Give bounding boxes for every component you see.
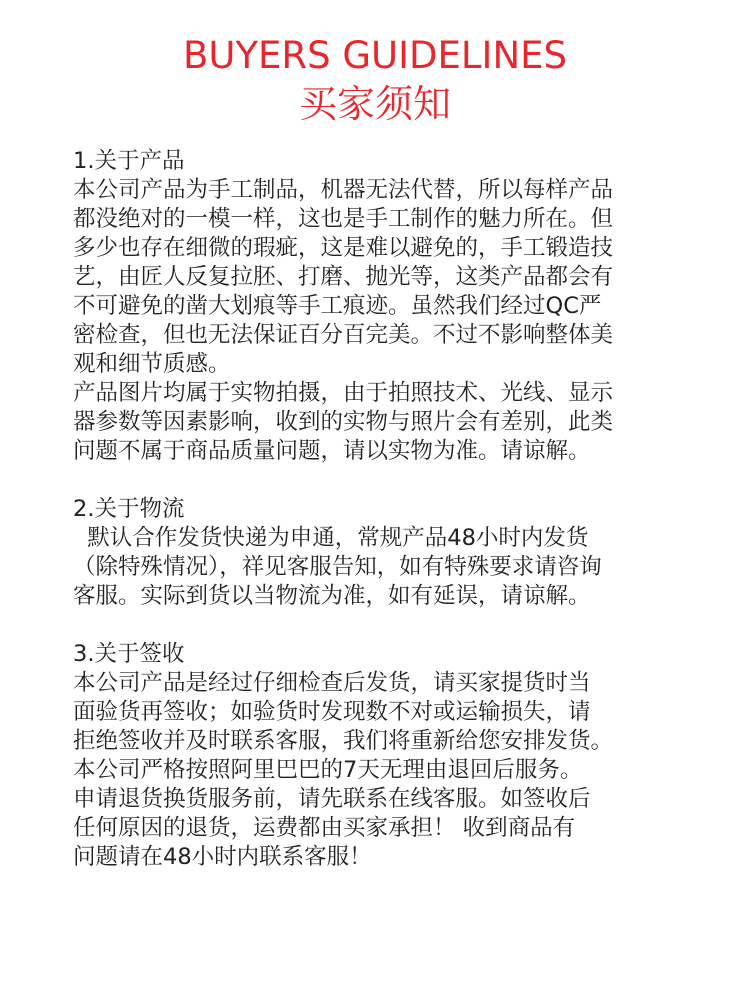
section-signing-line: 问题请在48小时内联系客服！ [73,844,372,870]
section-logistics-line: （除特殊情况），祥见客服告知，如有特殊要求请咨询 [73,554,602,580]
section-logistics-line: 客服。实际到货以当物流为准，如有延误，请谅解。 [73,583,591,609]
section-product-line: 密检查，但也无法保证百分百完美。不过不影响整体美 [73,322,614,348]
section-signing-line: 申请退货换货服务前，请先联系在线客服。如签收后 [73,786,591,812]
section-product [73,147,685,466]
section-signing-line: 本公司产品是经过仔细检查后发货，请买家提货时当 [73,670,591,696]
section-product-line: 观和细节质感。 [73,351,231,377]
page-title-english: BUYERS GUIDELINES [182,34,567,77]
section-product-line: 艺，由匠人反复拉胚、打磨、抛光等，这类产品都会有 [73,264,614,290]
section-product-line: 器参数等因素影响，收到的实物与照片会有差别，此类 [73,409,614,435]
section-product-line: 多少也存在细微的瑕疵，这是难以避免的，手工锻造技 [73,235,614,261]
section-product-line: 都没绝对的一模一样，这也是手工制作的魅力所在。但 [73,206,614,232]
guidelines-content [73,147,685,901]
section-product-line: 问题不属于商品质量问题，请以实物为准。请谅解。 [73,438,591,464]
section-signing [73,640,685,872]
section-signing-line: 拒绝签收并及时联系客服，我们将重新给您安排发货。 [73,728,614,754]
section-heading-product: 1.关于产品 [73,148,185,174]
page-title-chinese: 买家须知 [298,82,451,126]
section-product-line: 本公司产品为手工制品，机器无法代替，所以每样产品 [73,177,614,203]
section-logistics [73,495,685,611]
section-logistics-line: 默认合作发货快递为申通，常规产品48小时内发货 [73,525,589,551]
section-signing-line: 本公司严格按照阿里巴巴的7天无理由退回后服务。 [73,757,583,783]
section-product-line: 不可避免的凿大划痕等手工痕迹。虽然我们经过QC严 [73,293,602,319]
section-signing-line: 面验货再签收；如验货时发现数不对或运输损失，请 [73,699,591,725]
section-heading-logistics: 2.关于物流 [73,496,185,522]
section-signing-line: 任何原因的退货，运费都由买家承担！ 收到商品有 [73,815,576,841]
section-product-line: 产品图片均属于实物拍摄，由于拍照技术、光线、显示 [73,380,614,406]
section-heading-signing: 3.关于签收 [73,641,185,667]
